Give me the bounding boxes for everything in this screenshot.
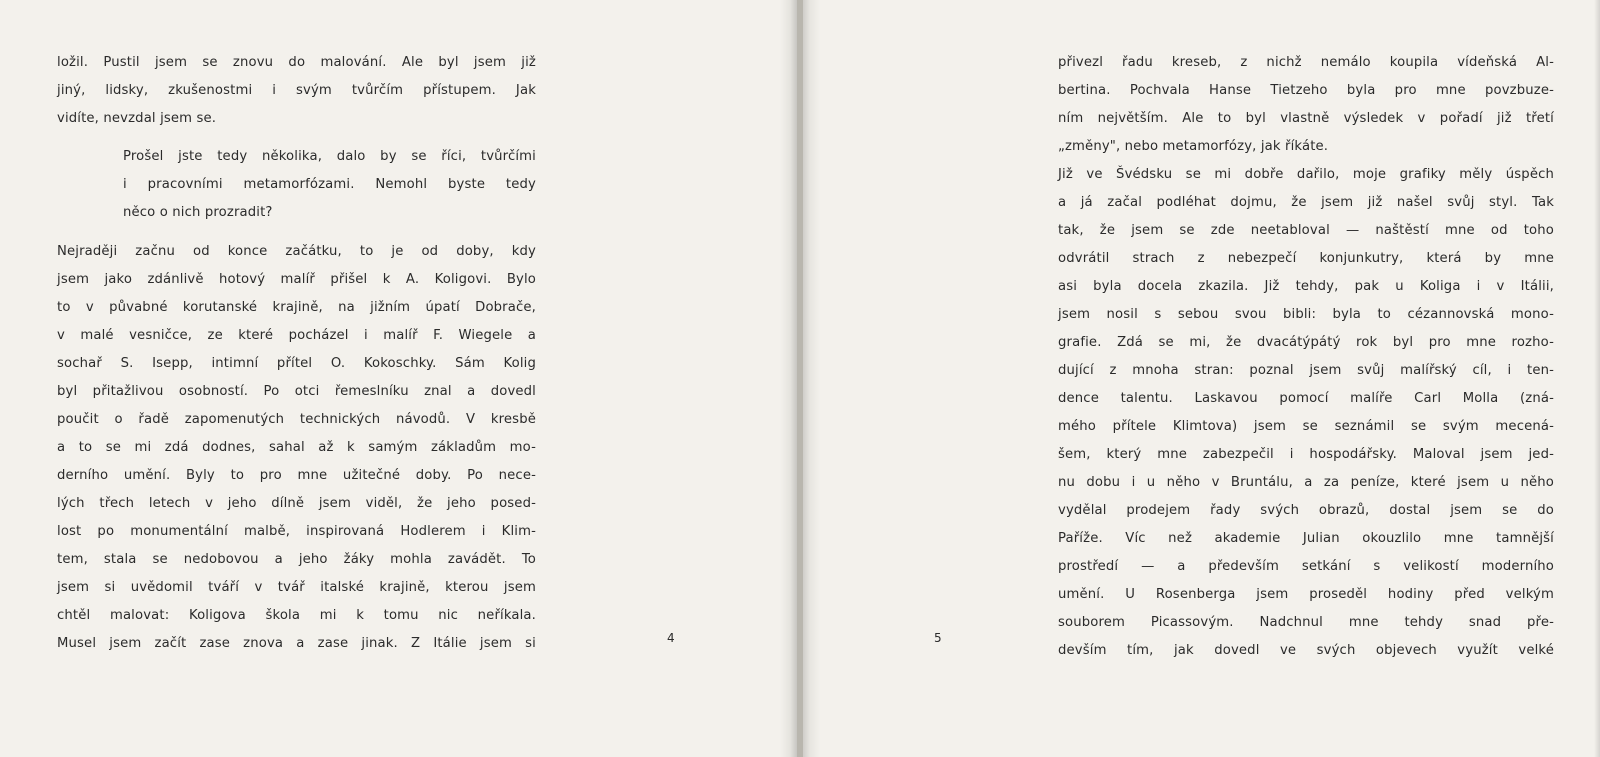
text-line: jsem jako zdánlivě hotový malíř přišel k A. Koligovi. Bylo: [57, 272, 536, 287]
text-line: a já začal podléhat dojmu, že jsem již našel svůj styl. Tak: [1058, 195, 1554, 210]
text-line: byl přitažlivou osobností. Po otci řemeslníku znal a dovedl: [57, 384, 536, 399]
page-number: 4: [667, 631, 675, 645]
text-line: v malé vesničce, ze které pocházel i malíř F. Wiegele a: [57, 328, 536, 343]
text-line: souborem Picassovým. Nadchnul mne tehdy snad pře-: [1058, 615, 1554, 630]
text-line: jsem si uvědomil tváří v tvář italské krajině, kterou jsem: [57, 580, 536, 595]
text-line: tem, stala se nedobovou a jeho žáky mohla zavádět. To: [57, 552, 536, 567]
text-line: lost po monumentální malbě, inspirovaná Hodlerem i Klim-: [57, 524, 536, 539]
text-line: umění. U Rosenberga jsem proseděl hodiny před velkým: [1058, 587, 1554, 602]
text-line: ložil. Pustil jsem se znovu do malování. Ale byl jsem již: [57, 55, 536, 70]
text-line: lých třech letech v jeho dílně jsem viděl, že jeho posed-: [57, 496, 536, 511]
text-line: nu dobu i u něho v Bruntálu, a za peníze, které jsem u něho: [1058, 475, 1554, 490]
text-line: Již ve Švédsku se mi dobře dařilo, moje grafiky měly úspěch: [1058, 167, 1554, 182]
text-line: poučit o řadě zapomenutých technických návodů. V kresbě: [57, 412, 536, 427]
question-line: i pracovními metamorfózami. Nemohl byste tedy: [123, 177, 536, 192]
text-line: vidíte, nevzdal jsem se.: [57, 111, 217, 126]
text-line: ním největším. Ale to byl vlastně výsledek v pořadí již třetí: [1058, 111, 1554, 126]
page-number: 5: [934, 631, 942, 645]
text-line: jsem nosil s sebou svou bibli: byla to cézannovská mono-: [1058, 307, 1554, 322]
text-line: chtěl malovat: Koligova škola mi k tomu nic neříkala.: [57, 608, 536, 623]
text-line: prostředí — a především setkání s velikostí moderního: [1058, 559, 1554, 574]
gutter-shadow-left: [780, 0, 797, 757]
text-line: a to se mi zdá dodnes, sahal až k samým základům mo-: [57, 440, 536, 455]
question-line: něco o nich prozradit?: [123, 205, 273, 220]
text-line: „změny", nebo metamorfózy, jak říkáte.: [1058, 139, 1329, 154]
text-line: vydělal prodejem řady svých obrazů, dostal jsem se do: [1058, 503, 1554, 518]
page-edge-shadow: [1594, 0, 1600, 757]
text-line: Musel jsem začít zase znova a zase jinak. Z Itálie jsem si: [57, 636, 536, 651]
left-page: [0, 0, 797, 757]
text-line: Paříže. Víc než akademie Julian okouzlilo mne tamnější: [1058, 531, 1554, 546]
text-line: dující z mnoha stran: poznal jsem svůj malířský cíl, i ten-: [1058, 363, 1554, 378]
text-line: Nejraději začnu od konce začátku, to je od doby, kdy: [57, 244, 536, 259]
question-line: Prošel jste tedy několika, dalo by se říci, tvůrčími: [123, 149, 536, 164]
text-line: jiný, lidsky, zkušenostmi i svým tvůrčím přístupem. Jak: [57, 83, 536, 98]
text-line: mého přítele Klimtova) jsem se seznámil se svým mecená-: [1058, 419, 1554, 434]
text-line: derního umění. Byly to pro mne užitečné doby. Po nece-: [57, 468, 536, 483]
text-line: sochař S. Isepp, intimní přítel O. Kokoschky. Sám Kolig: [57, 356, 536, 371]
text-line: přivezl řadu kreseb, z nichž nemálo koupila vídeňská Al-: [1058, 55, 1554, 70]
text-line: odvrátil strach z nebezpečí konjunkutry, která by mne: [1058, 251, 1554, 266]
text-line: dence talentu. Laskavou pomocí malíře Carl Molla (zná-: [1058, 391, 1554, 406]
text-line: to v půvabné korutanské krajině, na jižním úpatí Dobrače,: [57, 300, 536, 315]
text-line: tak, že jsem se zde neetabloval — naštěstí mne od toho: [1058, 223, 1554, 238]
text-line: šem, který mne zabezpečil i hospodářsky. Maloval jsem jed-: [1058, 447, 1554, 462]
text-line: asi byla docela zkazila. Již tehdy, pak u Koliga i v Itálii,: [1058, 279, 1554, 294]
gutter-shadow-right: [803, 0, 820, 757]
text-line: grafie. Zdá se mi, že dvacátýpátý rok byl pro mne rozho-: [1058, 335, 1554, 350]
text-line: devším tím, jak dovedl ve svých objevech využít velké: [1058, 643, 1554, 658]
text-line: bertina. Pochvala Hanse Tietzeho byla pro mne povzbuze-: [1058, 83, 1554, 98]
